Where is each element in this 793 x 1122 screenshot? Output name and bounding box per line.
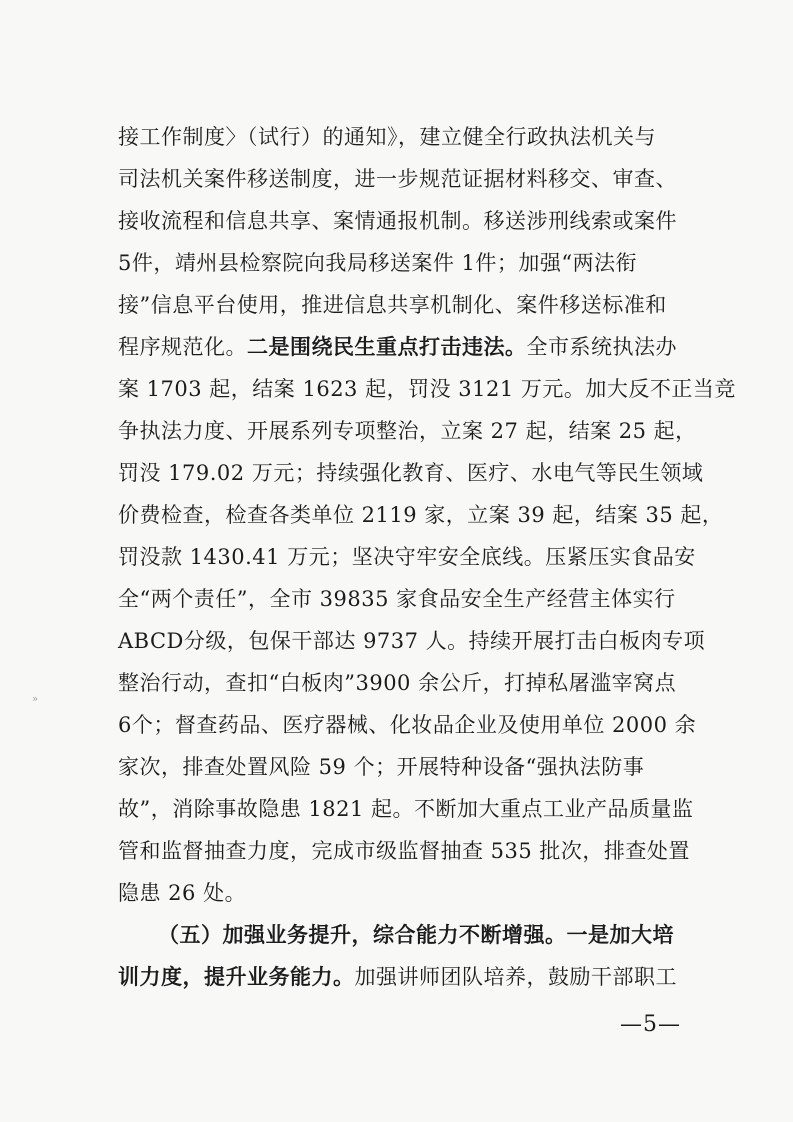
text-segment: 争执法力度、开展系列专项整治，立案 27 起，结案 25 起， <box>118 419 697 443</box>
text-line <box>118 158 698 200</box>
text-line <box>118 956 698 998</box>
text-line <box>118 410 698 452</box>
text-segment: 隐患 26 处。 <box>118 881 247 905</box>
bold-text-segment: （五）加强业务提升，综合能力不断增强。一是加大培 <box>158 922 674 947</box>
text-segment: 价费检查，检查各类单位 2119 家，立案 39 起，结案 35 起， <box>118 503 724 527</box>
text-segment: 管和监督抽查力度，完成市级监督抽查 535 批次，排查处置 <box>118 839 690 863</box>
text-line <box>118 116 698 158</box>
text-segment: 罚没款 1430.41 万元；坚决守牢安全底线。压紧压实食品安 <box>118 545 696 569</box>
text-line <box>118 788 698 830</box>
text-segment: 6个；督查药品、医疗器械、化妆品企业及使用单位 2000 余 <box>118 713 697 737</box>
text-line <box>118 872 698 914</box>
text-line <box>118 830 698 872</box>
text-segment: ABCD分级，包保干部达 9737 人。持续开展打击白板肉专项 <box>118 629 706 653</box>
text-segment: 5件，靖州县检察院向我局移送案件 1件；加强“两法衔 <box>118 251 638 275</box>
bold-text-segment: 训力度，提升业务能力。 <box>118 964 355 989</box>
text-segment: 罚没 179.02 万元；持续强化教育、医疗、水电气等民生领域 <box>118 461 704 485</box>
text-segment: 司法机关案件移送制度，进一步规范证据材料移交、审查、 <box>118 167 677 191</box>
page-number: —5— <box>620 1012 681 1037</box>
text-line <box>118 452 704 494</box>
text-line <box>118 242 698 284</box>
text-segment: 整治行动，查扣“白板肉”3900 余公斤，打掉私屠滥宰窝点 <box>118 671 677 695</box>
text-segment: 接收流程和信息共享、案情通报机制。移送涉刑线索或案件 <box>118 209 677 233</box>
text-segment: 程序规范化。 <box>118 335 247 359</box>
text-line <box>118 284 698 326</box>
text-line <box>118 536 698 578</box>
body-text <box>118 116 736 998</box>
text-segment: 加强讲师团队培养，鼓励干部职工 <box>354 965 677 989</box>
text-line <box>118 914 698 956</box>
text-line <box>118 620 706 662</box>
text-segment: 接”信息平台使用，推进信息共享机制化、案件移送标准和 <box>118 293 667 317</box>
scan-artifact: » <box>32 694 39 705</box>
text-line <box>118 494 724 536</box>
text-segment: 故”，消除事故隐患 1821 起。不断加大重点工业产品质量监 <box>118 797 694 821</box>
text-segment: 全市系统执法办 <box>526 335 677 359</box>
text-segment: 全“两个责任”，全市 39835 家食品安全生产经营主体实行 <box>118 587 676 611</box>
text-line <box>118 578 698 620</box>
text-line <box>118 200 698 242</box>
text-line <box>118 326 698 368</box>
text-segment: 案 1703 起，结案 1623 起，罚没 3121 万元。加大反不正当竞 <box>118 377 736 401</box>
text-line <box>118 368 736 410</box>
bold-text-segment: 二是围绕民生重点打击违法。 <box>247 334 527 359</box>
text-line <box>118 746 698 788</box>
text-segment: 接工作制度〉（试行）的通知》，建立健全行政执法机关与 <box>118 125 656 149</box>
text-line <box>118 704 698 746</box>
text-segment: 家次，排查处置风险 59 个；开展特种设备“强执法防事 <box>118 755 645 779</box>
text-line <box>118 662 698 704</box>
